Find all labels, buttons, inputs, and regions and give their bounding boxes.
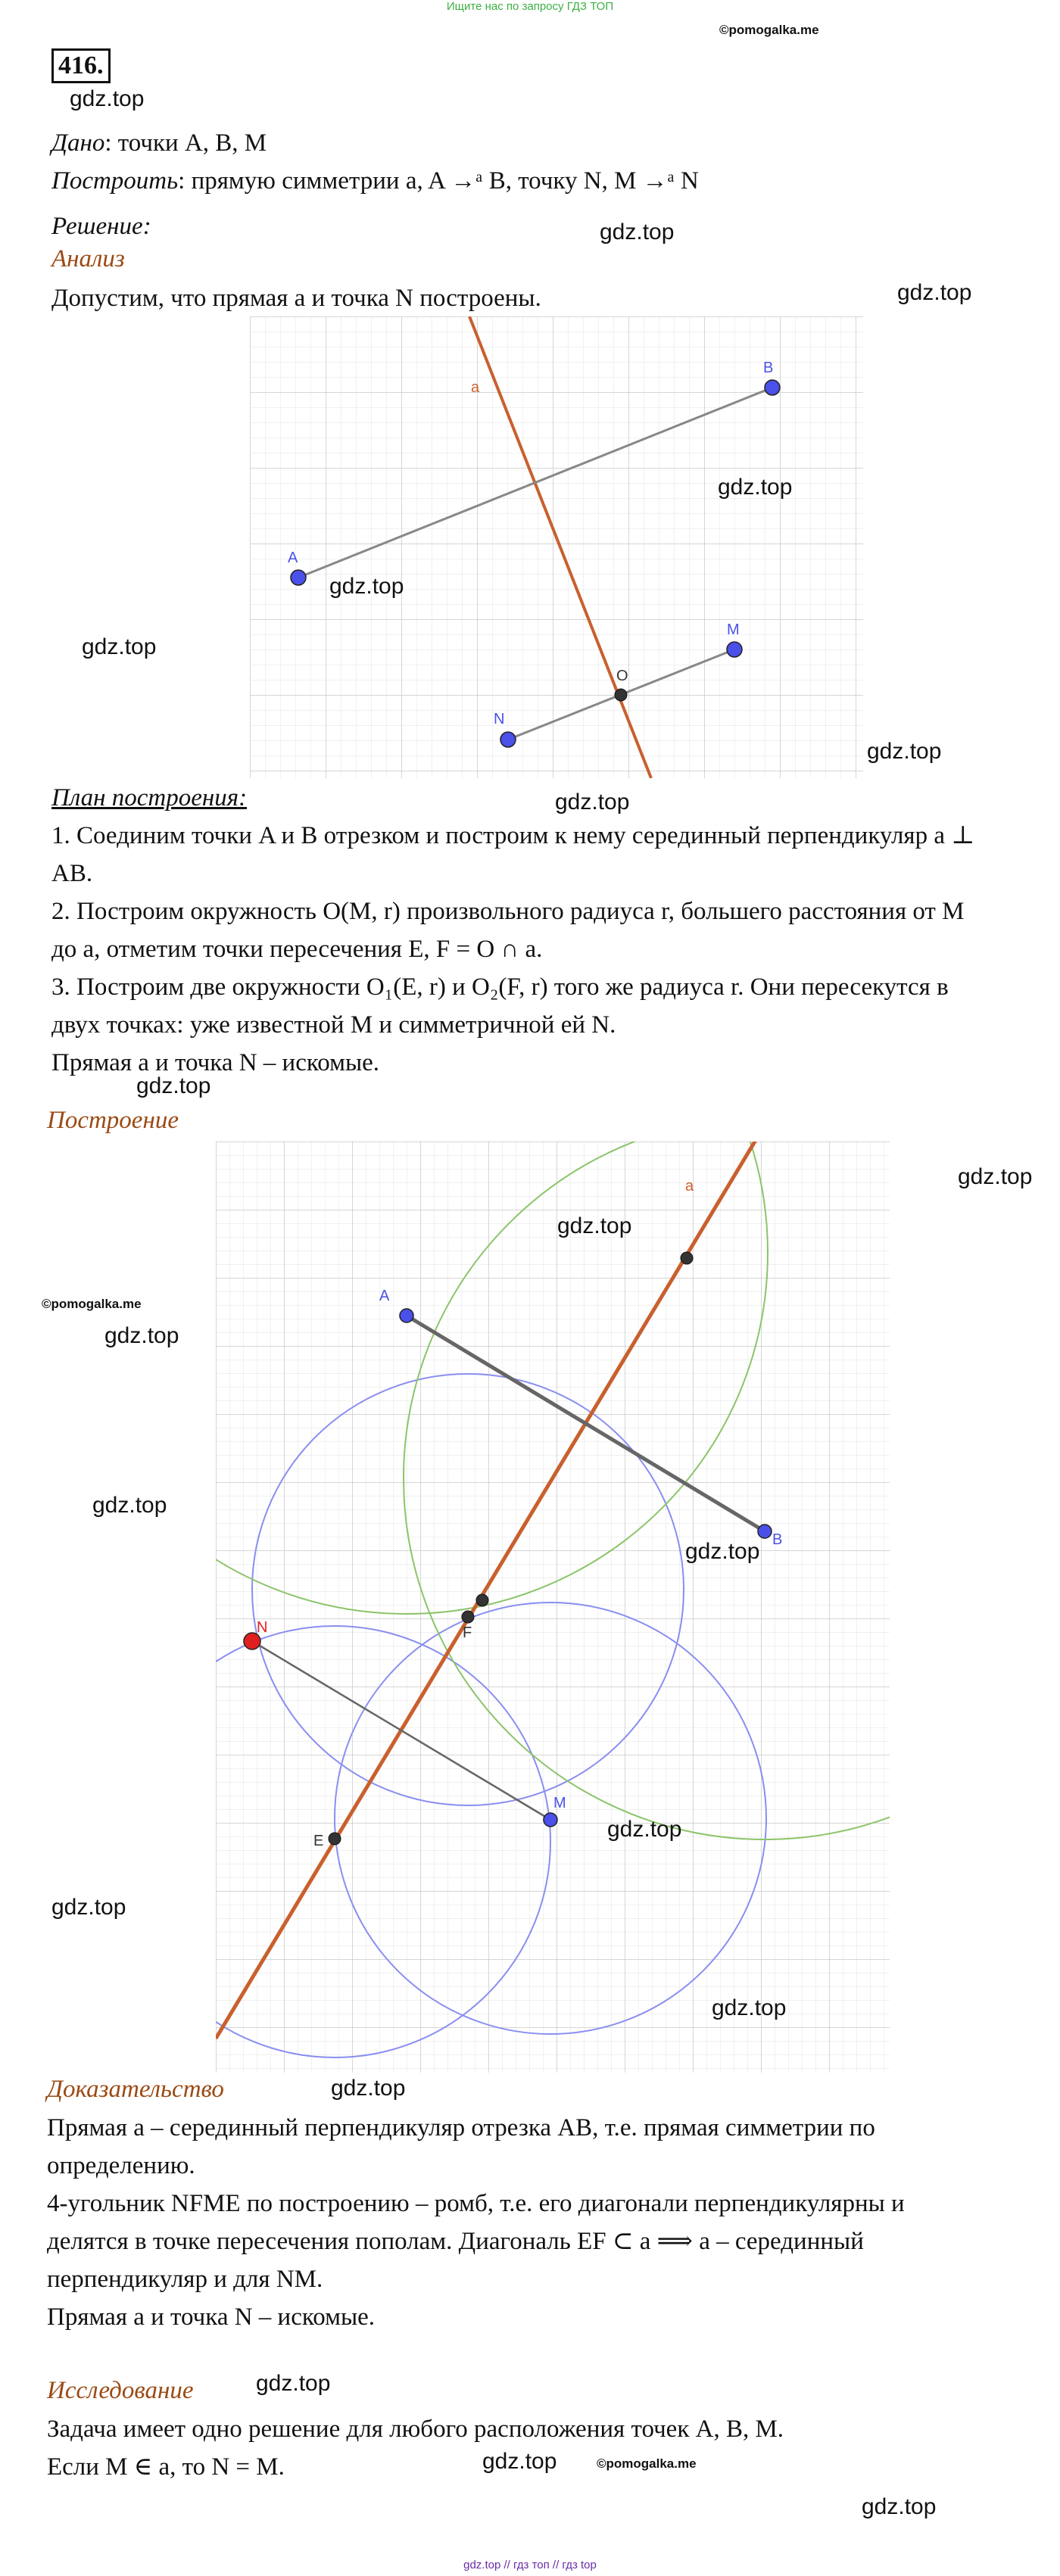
watermark: gdz.top <box>685 1539 760 1564</box>
proof-line: 4-угольник NFME по построению – ромб, т.е. его диагонали перпендикулярны и <box>47 2190 905 2217</box>
analysis-text: Допустим, что прямая a и точка N построены. <box>51 285 541 312</box>
construction-title: Построение <box>47 1107 179 1134</box>
plan-line: 2. Построим окружность O(M, r) произвольного радиуса r, большего расстояния от M <box>51 898 965 925</box>
point-b <box>758 1525 772 1538</box>
point-a <box>400 1309 413 1322</box>
point-x <box>476 1594 488 1606</box>
point-o <box>615 689 627 701</box>
analysis-figure <box>250 316 863 778</box>
watermark: gdz.top <box>92 1493 167 1518</box>
watermark: gdz.top <box>555 790 630 815</box>
watermark: gdz.top <box>718 475 793 500</box>
construction-figure <box>216 1142 890 2073</box>
proof-line: делятся в точке пересечения пополам. Диагональ EF ⊂ a ⟹ a – серединный <box>47 2228 864 2255</box>
label-b: B <box>763 360 774 376</box>
label-m: M <box>553 1795 566 1811</box>
point-top <box>681 1252 693 1264</box>
given-text: : точки A, B, M <box>104 129 267 157</box>
research-title: Исследование <box>47 2377 194 2404</box>
watermark: gdz.top <box>256 2371 331 2396</box>
label-a: A <box>288 550 298 566</box>
footer-links: gdz.top // гдз топ // гдз top <box>463 2559 597 2571</box>
watermark: gdz.top <box>600 220 675 245</box>
research-line: Задача имеет одно решение для любого расположения точек A, B, M. <box>47 2416 784 2443</box>
proof-line: Прямая a и точка N – искомые. <box>47 2303 376 2331</box>
point-m <box>727 642 742 657</box>
label-line-a: a <box>685 1178 694 1195</box>
watermark: gdz.top <box>958 1164 1033 1189</box>
construct-label: Построить <box>51 167 179 195</box>
plan-line: AB. <box>51 860 93 887</box>
watermark: gdz.top <box>51 1895 126 1920</box>
problem-number: 416. <box>51 48 111 83</box>
label-n: N <box>494 711 505 727</box>
point-e <box>329 1833 341 1845</box>
given-label: Дано <box>51 129 105 157</box>
label-line-a: a <box>471 379 480 396</box>
plan-line: 1. Соединим точки A и B отрезком и построим к нему серединный перпендикуляр a ⊥ <box>51 822 975 849</box>
watermark: gdz.top <box>331 2076 406 2101</box>
plan-line: двух точках: уже известной M и симметричной ей N. <box>51 1011 616 1039</box>
grid <box>216 1142 890 2073</box>
watermark: gdz.top <box>70 86 145 111</box>
label-e: E <box>313 1833 324 1849</box>
label-b: B <box>772 1531 783 1548</box>
given-line <box>51 129 267 157</box>
watermark: gdz.top <box>104 1323 179 1348</box>
top-note: Ищите нас по запросу ГДЗ ТОП <box>446 0 614 13</box>
watermark: gdz.top <box>557 1213 632 1238</box>
point-n <box>500 732 516 747</box>
proof-line: перпендикуляр и для NM. <box>47 2266 323 2293</box>
brand-label: ©pomogalka.me <box>719 23 819 37</box>
plan-title: План построения: <box>51 784 248 811</box>
watermark: gdz.top <box>712 1995 787 2020</box>
brand-label: ©pomogalka.me <box>597 2456 697 2471</box>
label-o: O <box>616 668 628 684</box>
watermark: gdz.top <box>862 2494 937 2519</box>
point-f <box>462 1611 474 1623</box>
research-line: Если M ∈ a, то N = M. <box>47 2453 285 2481</box>
point-b <box>765 380 780 395</box>
plan-line: 3. Построим две окружности O₁(E, r) и O₂(F, r) того же радиуса r. Они пересекутся в <box>51 973 949 1001</box>
brand-label: ©pomogalka.me <box>42 1297 142 1311</box>
proof-line: определению. <box>47 2152 195 2179</box>
plan-line: до a, отметим точки пересечения E, F = O ∩ a. <box>51 936 543 963</box>
analysis-title: Анализ <box>51 245 125 273</box>
construct-text: : прямую симметрии a, A →ᵃ B, точку N, M →ᵃ N <box>178 167 699 195</box>
label-f: F <box>463 1624 472 1641</box>
watermark: gdz.top <box>867 739 942 764</box>
watermark: gdz.top <box>482 2449 557 2474</box>
label-a: A <box>379 1288 390 1304</box>
construct-line <box>51 167 699 195</box>
watermark: gdz.top <box>897 280 972 305</box>
watermark: gdz.top <box>82 634 157 659</box>
point-a <box>291 570 306 585</box>
solution-label: Решение: <box>51 213 151 240</box>
proof-title: Доказательство <box>47 2076 224 2103</box>
point-m <box>544 1813 557 1827</box>
plan-line: Прямая a и точка N – искомые. <box>51 1049 380 1076</box>
label-n: N <box>257 1619 268 1636</box>
proof-line: Прямая a – серединный перпендикуляр отрезка AB, т.е. прямая симметрии по <box>47 2114 875 2141</box>
watermark: gdz.top <box>136 1073 211 1098</box>
label-m: M <box>727 621 740 638</box>
watermark: gdz.top <box>607 1817 682 1842</box>
watermark: gdz.top <box>329 574 404 599</box>
